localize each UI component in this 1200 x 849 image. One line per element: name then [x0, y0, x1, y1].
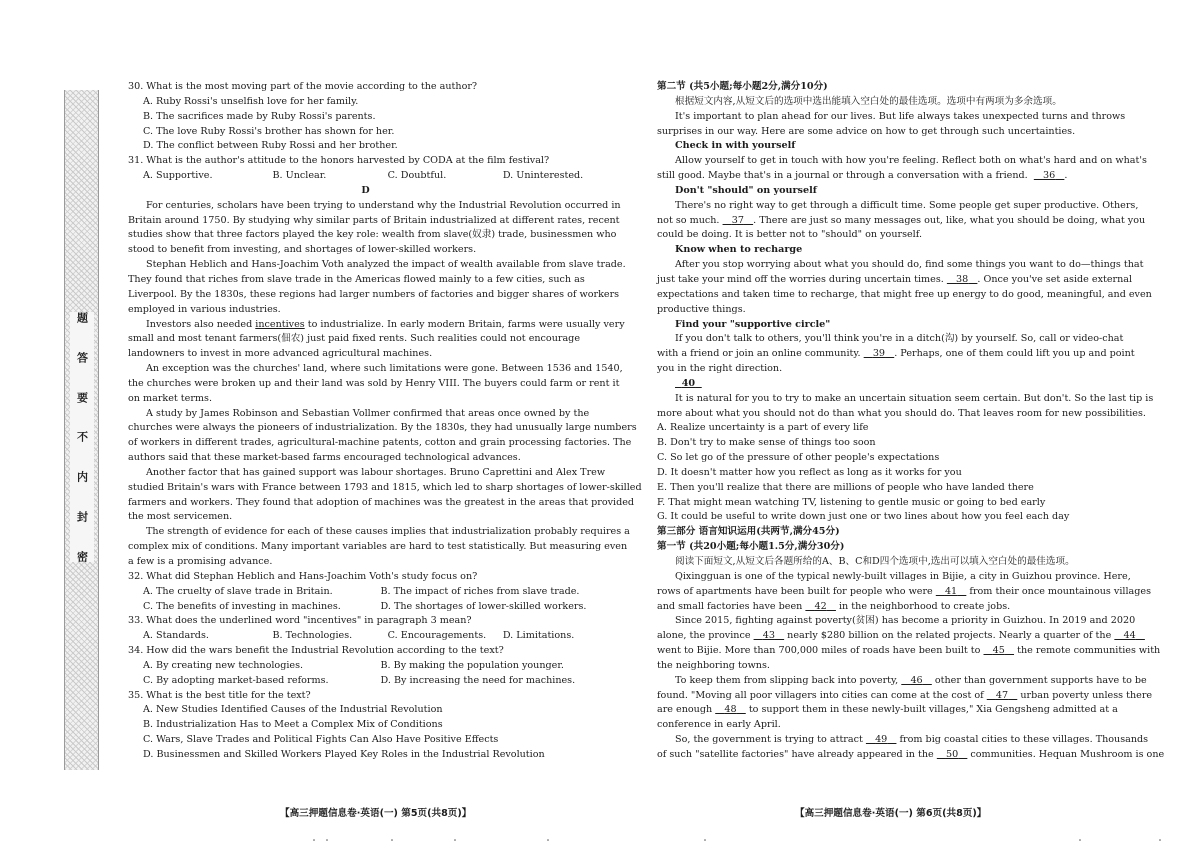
seal-char: 密: [75, 550, 89, 562]
passage-line: on market terms.: [128, 392, 212, 404]
blank-number: 41: [944, 585, 958, 597]
question-31-stem: 31. What is the author's attitude to the honors harvested by CODA at the film festival?: [128, 155, 550, 167]
blank-number: 49: [875, 734, 888, 746]
question-31-option-b: B. Unclear.: [272, 170, 327, 182]
blank-36: [1034, 170, 1065, 181]
text-fragment: nearly $280 billion on the related projects. Nearly a quarter of the: [787, 630, 1112, 642]
text-fragment: of such "satellite factories" have already appeared in the: [657, 748, 934, 760]
section-1-instructions: 阅读下面短文,从短文后各题所给的A、B、C和D四个选项中,选出可以填入空白处的最佳选项。: [675, 556, 1075, 567]
scan-dot: [326, 839, 328, 841]
passage-line-incentives: Investors also needed incentives to industrialize. In early modern Britain, farms were usually very: [146, 318, 625, 330]
question-33-option-a: A. Standards.: [143, 630, 209, 642]
question-30-option-a: A. Ruby Rossi's unselfish love for her family.: [143, 95, 359, 107]
blank-number: 45: [992, 645, 1005, 657]
blank-46: [901, 675, 932, 686]
passage-line: small and most tenant farmers(佃农) just paid fixed rents. Such realities could not encourage: [128, 333, 580, 345]
passage-line: churches were always the pioneers of industrialization. By the 1830s, they had unusually large numbers: [128, 422, 637, 434]
question-35-option-c: C. Wars, Slave Trades and Political Fights Can Also Have Positive Effects: [143, 734, 499, 746]
part-3-title: 第三部分 语言知识运用(共两节,满分45分): [657, 526, 840, 538]
blank-number: 40: [681, 377, 696, 389]
blank-44: [1114, 630, 1145, 641]
passage-line: A study by James Robinson and Sebastian Vollmer confirmed that areas once owned by the: [146, 407, 590, 419]
text-fragment: to support them in these newly-built villages," Xia Gengsheng admitted at a: [748, 704, 1118, 716]
question-35-stem: 35. What is the best title for the text?: [128, 689, 311, 701]
text-fragment: To keep them from slipping back into poverty,: [675, 674, 899, 686]
blank-37: [723, 215, 754, 226]
question-32-options-row-2: [128, 600, 603, 615]
scan-dot: [1159, 839, 1161, 841]
passage-line: For centuries, scholars have been trying to understand why the Industrial Revolution occurred in: [146, 199, 621, 211]
question-34-options-row-1: [128, 659, 603, 674]
seal-char: 要: [75, 391, 89, 403]
text-fragment: other than government supports have to be: [934, 674, 1147, 686]
section-1-title: 第一节 (共20小题;每小题1.5分,满分30分): [657, 541, 845, 553]
page-5-footer: 【高三押题信息卷·英语(一) 第5页(共8页)】: [280, 808, 472, 819]
seal-char: 内: [75, 471, 89, 483]
text-fragment: communities. Hequan Mushroom is one: [970, 748, 1165, 760]
option-f: F. That might mean watching TV, listening to gentle music or going to bed early: [657, 496, 1046, 508]
text-fragment: not so much.: [657, 214, 720, 226]
text-fragment: in the neighborhood to create jobs.: [838, 600, 1011, 612]
text-fragment: just take your mind off the worries during uncertain times.: [657, 273, 944, 285]
passage-line: They found that riches from slave trade in the Americas flowed mainly to a few cities, such as: [128, 273, 585, 285]
subheading-supportive-circle: Find your "supportive circle": [675, 318, 831, 330]
cloze-line: [657, 674, 1147, 689]
cloze-line: [657, 629, 1137, 644]
passage-line: Britain around 1750. By studying why similar parts of Britain industrialized at different rates, recent: [128, 214, 620, 226]
cloze-line: Since 2015, fighting against poverty(贫困) has become a priority in Guizhou. In 2019 and 2020: [675, 615, 1136, 627]
blank-number: 38: [956, 273, 969, 285]
blank-number: 42: [814, 600, 827, 612]
seven-choose-five-line: [657, 273, 1137, 288]
seven-choose-five-line: After you stop worrying about what you should do, find some things you want to do—things that: [675, 259, 1144, 271]
passage-line: complex mix of conditions. Many important variables are hard to test statistically. But measuring even: [128, 541, 628, 553]
text-fragment: the remote communities with: [1017, 645, 1161, 657]
question-34-option-b: B. By making the population younger.: [380, 659, 564, 671]
question-34-stem: 34. How did the wars benefit the Industrial Revolution according to the text?: [128, 645, 504, 657]
blank-number: 43: [762, 630, 775, 642]
passage-line: studies show that three factors played the key role: wealth from slave(奴隶) trade, businessmen who: [128, 229, 617, 241]
option-c: C. So let go of the pressure of other people's expectations: [657, 452, 940, 464]
scan-dot: [313, 839, 315, 841]
seal-char: 不: [75, 431, 89, 443]
section-2-instructions: 根据短文内容,从短文后的选项中选出能填入空白处的最佳选项。选项中有两项为多余选项。: [675, 95, 1062, 107]
question-30-option-b: B. The sacrifices made by Ruby Rossi's parents.: [143, 110, 376, 122]
passage-line: authors said that these market-based farms encouraged technological advances.: [128, 452, 521, 464]
blank-38: [947, 274, 978, 285]
question-32-stem: 32. What did Stephan Heblich and Hans-Joachim Voth's study focus on?: [128, 570, 478, 582]
page-6-footer: 【高三押题信息卷·英语(一) 第6页(共8页)】: [795, 808, 987, 819]
blank-45: [984, 645, 1015, 656]
question-35-option-a: A. New Studies Identified Causes of the Industrial Revolution: [143, 704, 443, 716]
text-fragment: So, the government is trying to attract: [675, 734, 863, 746]
passage-line: the most servicemen.: [128, 511, 233, 523]
scan-dots: [0, 836, 1200, 846]
question-34-options-row-2: [128, 674, 603, 689]
seven-choose-five-line: It's important to plan ahead for our lives. But life always takes unexpected turns and throws: [675, 110, 1126, 122]
text-fragment: . There are just so many messages out, like, what you should be doing, what you: [753, 214, 1146, 226]
passage-line: studied Britain's wars with France between 1793 and 1815, which led to sharp shortages of lower-skilled: [128, 481, 642, 493]
seal-char: 题: [75, 312, 89, 323]
seven-choose-five-line: If you don't talk to others, you'll think you're in a ditch(沟) by yourself. So, call or video-chat: [675, 333, 1124, 345]
text-fragment: are enough: [657, 704, 713, 716]
blank-number: 44: [1123, 630, 1136, 642]
question-34-option-d: D. By increasing the need for machines.: [380, 674, 576, 686]
subheading-dont-should: Don't "should" on yourself: [675, 184, 817, 196]
blank-number: 39: [872, 348, 886, 360]
seven-choose-five-line: productive things.: [657, 303, 746, 315]
seven-choose-five-line: surprises in our way. Here are some advice on how to get through such uncertainties.: [657, 125, 1076, 137]
question-32-options-row-1: [128, 585, 603, 600]
seven-choose-five-line: expectations and taken time to recharge, that might free up energy to do good, meaningful, and even: [657, 288, 1152, 300]
scan-dot: [454, 839, 456, 841]
seven-choose-five-line: you in the right direction.: [657, 363, 783, 375]
scan-dot: [704, 839, 706, 841]
text-fragment: and small factories have been: [657, 600, 803, 612]
blank-39: [864, 348, 895, 359]
text-fragment: found. "Moving all poor villagers into cities can come at the cost of: [657, 689, 984, 701]
cloze-line: Qixingguan is one of the typical newly-built villages in Bijie, a city in Guizhou province. Here,: [675, 570, 1131, 582]
passage-line: An exception was the churches' land, where such limitations were gone. Between 1536 and 1540,: [146, 363, 623, 375]
cloze-line: [657, 600, 1137, 615]
option-b: B. Don't try to make sense of things too soon: [657, 437, 876, 449]
question-32-option-d: D. The shortages of lower-skilled workers.: [380, 600, 587, 612]
scan-dot: [547, 839, 549, 841]
blank-number: 36: [1042, 170, 1056, 182]
scan-dot: [1079, 839, 1081, 841]
text-fragment: . Once you've set aside external: [977, 273, 1133, 285]
passage-line: Liverpool. By the 1830s, these regions had larger numbers of factories and bigger shares of workers: [128, 288, 620, 300]
blank-43: [754, 630, 785, 641]
subheading-recharge: Know when to recharge: [675, 244, 803, 256]
question-32-option-c: C. The benefits of investing in machines.: [143, 600, 341, 612]
subheading-check-in: Check in with yourself: [675, 140, 796, 152]
question-33-option-c: C. Encouragements.: [387, 630, 487, 642]
cloze-line: [657, 585, 1151, 600]
seven-choose-five-line: could be doing. It is better not to "should" on yourself.: [657, 229, 923, 241]
question-35-option-d: D. Businessmen and Skilled Workers Played Key Roles in the Industrial Revolution: [143, 748, 545, 760]
text-fragment: with a friend or join an online community.: [657, 348, 861, 360]
option-d: D. It doesn't matter how you reflect as long as it works for you: [657, 466, 962, 478]
option-g: G. It could be useful to write down just one or two lines about how you feel each day: [657, 511, 1070, 523]
blank-48: [715, 704, 746, 715]
blank-47: [987, 690, 1018, 701]
blank-49: [866, 734, 897, 745]
cloze-line: [657, 689, 1153, 704]
passage-line: stood to benefit from investing, and shortages of lower-skilled workers.: [128, 244, 477, 256]
passage-line: Stephan Heblich and Hans-Joachim Voth analyzed the impact of wealth available from slave trade.: [146, 259, 626, 271]
question-34-option-c: C. By adopting market-based reforms.: [143, 674, 329, 686]
blank-number: 50: [945, 748, 959, 760]
seven-choose-five-line: It is natural for you to try to make an uncertain situation seem certain. But don't. So the last tip is: [675, 392, 1154, 404]
passage-line: farmers and workers. They found that adoption of machines was the greatest in the areas that provided: [128, 496, 635, 508]
seal-char: 封: [75, 511, 89, 523]
cloze-line: [657, 733, 1149, 748]
question-32-option-a: A. The cruelty of slave trade in Britain.: [143, 585, 333, 597]
passage-line: The strength of evidence for each of these causes implies that industrialization probably requires a: [146, 526, 630, 538]
seven-choose-five-line: There's no right way to get through a difficult time. Some people get super productive. Others,: [675, 199, 1139, 211]
blank-number: 47: [995, 689, 1009, 701]
text-fragment: . Perhaps, one of them could lift you up and point: [894, 348, 1135, 360]
text-fragment: rows of apartments have been built for people who were: [657, 585, 933, 597]
question-34-option-a: A. By creating new technologies.: [143, 659, 304, 671]
seven-choose-five-line: [657, 214, 1146, 229]
passage-line: of workers in different trades, agricultural-machine patents, cotton and grain processing factories. The: [128, 437, 632, 449]
question-33-stem: 33. What does the underlined word "incentives" in paragraph 3 mean?: [128, 615, 472, 627]
question-32-option-b: B. The impact of riches from slave trade.: [380, 585, 580, 597]
passage-d-heading: D: [361, 184, 370, 196]
text-fragment: urban poverty unless there: [1020, 689, 1153, 701]
passage-line: the churches were broken up and their land was sold by Henry VIII. The buyers could farm or rent it: [128, 377, 620, 389]
text-fragment: alone, the province: [657, 630, 751, 642]
seal-char: 答: [75, 351, 89, 363]
text-fragment: from big coastal cities to these villages. Thousands: [899, 734, 1149, 746]
section-2-title: 第二节 (共5小题;每小题2分,满分10分): [657, 81, 828, 92]
question-33-option-d: D. Limitations.: [502, 630, 575, 642]
question-31-option-c: C. Doubtful.: [387, 170, 447, 182]
seven-choose-five-line: Allow yourself to get in touch with how you're feeling. Reflect both on what's hard and on what's: [675, 155, 1147, 167]
text-fragment: from their once mountainous villages: [969, 585, 1151, 597]
option-e: E. Then you'll realize that there are millions of people who have landed there: [657, 481, 1034, 493]
seven-choose-five-line: still good. Maybe that's in a journal or through a conversation with a friend. 36 .: [657, 170, 1068, 182]
seal-line-notice: [70, 312, 94, 562]
scan-dot: [391, 839, 393, 841]
question-31-options: [128, 169, 603, 184]
question-31-option-d: D. Uninterested.: [502, 170, 584, 182]
blank-number: 48: [724, 704, 737, 716]
page-5-column: [128, 80, 642, 763]
text-fragment: went to Bijie. More than 700,000 miles of roads have been built to: [657, 645, 981, 657]
passage-line: a few is a promising advance.: [128, 556, 273, 567]
text-fragment: still good. Maybe that's in a journal or through a conversation with a friend.: [657, 170, 1028, 182]
blank-41: [936, 586, 967, 597]
question-30-option-c: C. The love Ruby Rossi's brother has shown for her.: [143, 125, 395, 137]
passage-line: employed in various industries.: [128, 303, 281, 315]
blank-42: [805, 601, 836, 612]
cloze-line: [657, 748, 1165, 763]
passage-line: Another factor that has gained support was labour shortages. Bruno Caprettini and Alex Trew: [146, 466, 606, 478]
option-a: A. Realize uncertainty is a part of every life: [657, 422, 869, 434]
question-33-options: [128, 629, 603, 644]
seven-choose-five-line: more about what you should not do than what you should do. That leaves room for new possibilities.: [657, 407, 1146, 419]
blank-40-heading: [657, 377, 1137, 392]
cloze-line: [657, 644, 1161, 659]
question-30-stem: 30. What is the most moving part of the movie according to the author?: [128, 81, 478, 92]
cloze-line: conference in early April.: [657, 719, 781, 731]
blank-number: 46: [910, 674, 923, 686]
seven-choose-five-line: [657, 347, 1137, 362]
question-33-option-b: B. Technologies.: [272, 630, 353, 642]
blank-number: 37: [731, 214, 744, 226]
cloze-line: [657, 703, 1137, 718]
underlined-word-incentives: incentives: [255, 318, 305, 330]
blank-40: [675, 378, 702, 389]
passage-line: landowners to invest in more advanced agricultural machines.: [128, 348, 433, 360]
question-31-option-a: A. Supportive.: [143, 170, 213, 182]
page-6-column: [657, 80, 1165, 763]
cloze-line: the neighboring towns.: [657, 659, 770, 671]
question-30-option-d: D. The conflict between Ruby Rossi and her brother.: [143, 140, 398, 152]
blank-50: [937, 749, 968, 760]
question-35-option-b: B. Industrialization Has to Meet a Complex Mix of Conditions: [143, 719, 443, 731]
